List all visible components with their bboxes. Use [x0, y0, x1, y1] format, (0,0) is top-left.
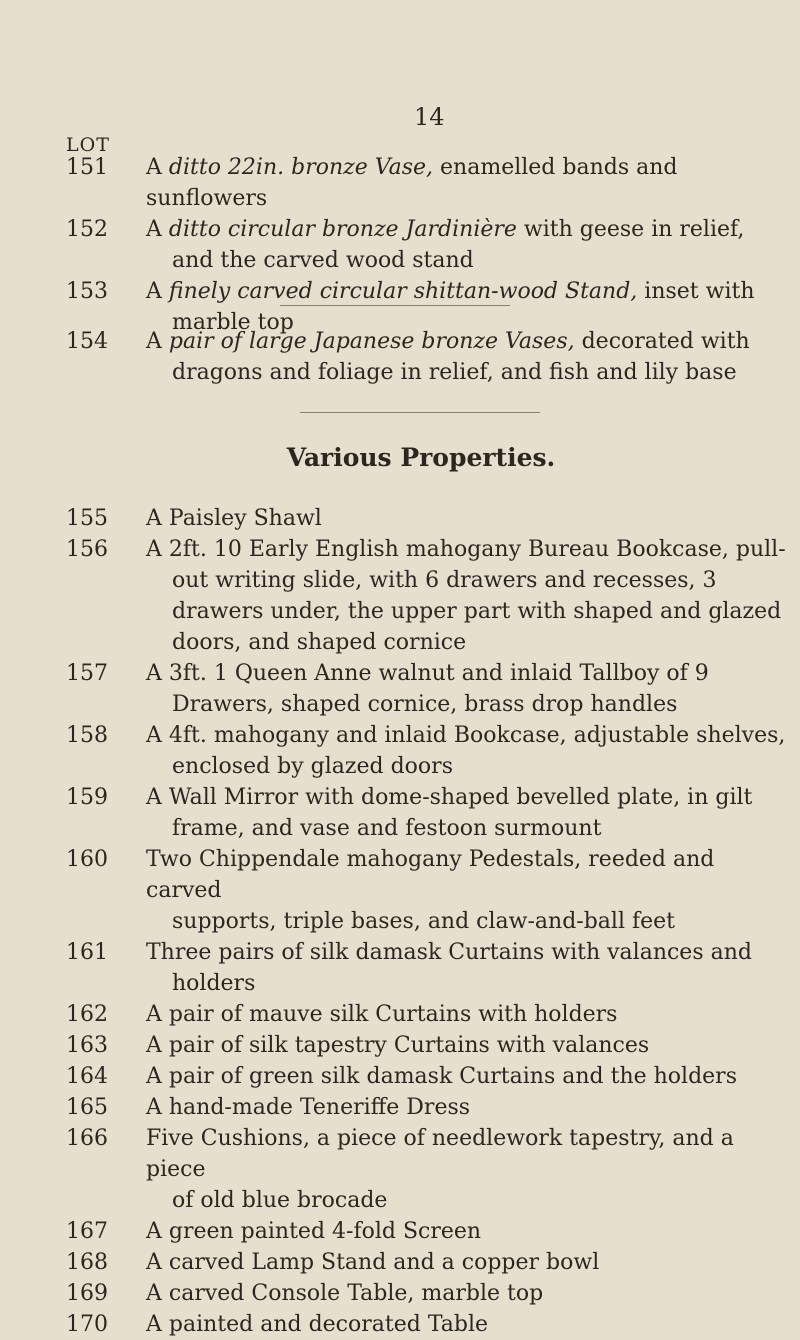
lot-description: A pair of green silk damask Curtains and the holders [146, 1064, 737, 1089]
lot-number: 163 [66, 1033, 108, 1058]
lot-description: A ditto circular bronze Jardinière with geese in relief, and the carved wood stand [146, 217, 745, 273]
lot-number: 161 [66, 940, 108, 965]
lot-description: A Wall Mirror with dome-shaped bevelled plate, in gilt frame, and vase and festoon surmount [146, 785, 753, 841]
lot-description: A ditto 22in. bronze Vase, enamelled bands and sunflowers [146, 155, 678, 211]
page-number: 14 [414, 103, 445, 131]
lot-number: 164 [66, 1064, 108, 1089]
lots-bottom-section [0, 503, 800, 1340]
lot-description: A painted and decorated Table [146, 1312, 489, 1337]
lot-number: 153 [66, 279, 108, 304]
lot-number: 152 [66, 217, 108, 242]
section-heading: Various Properties. [286, 443, 556, 472]
lot-number: 156 [66, 537, 108, 562]
lot-number: 157 [66, 661, 108, 686]
lot-number: 159 [66, 785, 108, 810]
lot-description: A 4ft. mahogany and inlaid Bookcase, adjustable shelves, enclosed by glazed doors [146, 723, 786, 779]
lot-number: 151 [66, 155, 108, 180]
lot-description: A 3ft. 1 Queen Anne walnut and inlaid Tallboy of 9 Drawers, shaped cornice, brass drop handles [146, 661, 709, 717]
lot-description: A pair of large Japanese bronze Vases, decorated with dragons and foliage in relief, and fish and lily base [146, 329, 750, 385]
lot-description: Two Chippendale mahogany Pedestals, reeded and carved supports, triple bases, and claw-and-ball feet [146, 847, 715, 934]
lot-number: 158 [66, 723, 108, 748]
lot-column-header: LOT [66, 134, 110, 156]
lot-number: 169 [66, 1281, 108, 1306]
lot-description: A pair of silk tapestry Curtains with valances [146, 1033, 650, 1058]
lots-top-section [0, 152, 800, 338]
lot-description: Five Cushions, a piece of needlework tapestry, and a piece of old blue brocade [146, 1126, 734, 1213]
lot-number: 162 [66, 1002, 108, 1027]
lot-description: A pair of mauve silk Curtains with holders [146, 1002, 618, 1027]
lot-description: Three pairs of silk damask Curtains with valances and holders [146, 940, 752, 996]
lot-description: A finely carved circular shittan-wood Stand, inset with marble top [146, 279, 755, 335]
lot-number: 155 [66, 506, 108, 531]
lot-entry [0, 214, 800, 276]
lot-description: A Paisley Shawl [146, 506, 322, 531]
lot-number: 160 [66, 847, 108, 872]
lot-154-section [0, 326, 800, 388]
lot-number: 167 [66, 1219, 108, 1244]
lot-description: A hand-made Teneriffe Dress [146, 1095, 471, 1120]
divider-rule [280, 305, 510, 306]
lot-number: 165 [66, 1095, 108, 1120]
lot-number: 168 [66, 1250, 108, 1275]
lot-description: A 2ft. 10 Early English mahogany Bureau Bookcase, pull- out writing slide, with 6 drawers and recesses, 3 drawers under, the upper part with shaped and glazed doors, and shaped cornice [146, 537, 786, 655]
lot-entry [0, 326, 800, 388]
lot-description: A carved Lamp Stand and a copper bowl [146, 1250, 600, 1275]
lot-description: A carved Console Table, marble top [146, 1281, 544, 1306]
divider-rule [300, 412, 540, 413]
lot-number: 166 [66, 1126, 108, 1151]
lot-description: A green painted 4-fold Screen [146, 1219, 482, 1244]
lot-entry [0, 152, 800, 214]
lot-number: 154 [66, 329, 108, 354]
lot-number: 170 [66, 1312, 108, 1337]
